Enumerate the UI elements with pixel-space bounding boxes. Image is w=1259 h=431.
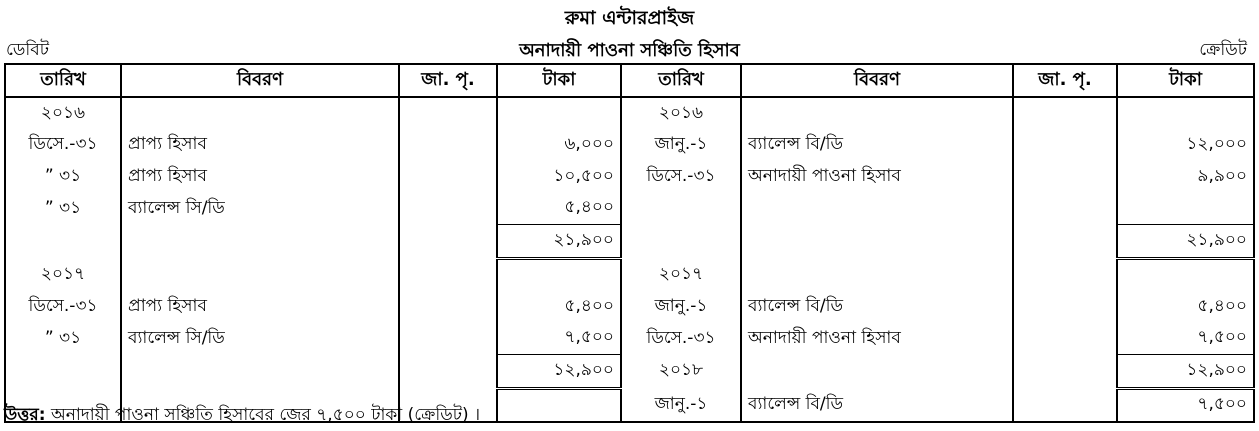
row-amount-left [497,388,621,422]
row-amount-left-text: ৬,০০০ [564,134,614,155]
table-row [5,161,1254,193]
row-date-right-text: ২০১৬ [658,102,704,123]
row-particulars-right [741,161,1013,193]
row-amount-left-text: ১২,৯০০ [553,359,614,380]
row-particulars-right-text: ব্যালেন্স বি/ডি [748,393,844,414]
col-amount-left: টাকা [497,64,621,97]
row-amount-left-text: ৫,৪০০ [564,197,614,218]
row-jf-right [1013,193,1117,225]
row-particulars-right-text: ব্যালেন্স বি/ডি [748,134,844,155]
row-jf-left [399,130,497,162]
row-amount-right-text: ১২,৯০০ [1186,359,1247,380]
row-particulars-left [121,130,399,162]
row-amount-left-text: ৫,৪০০ [564,295,614,316]
debit-label: ডেবিট [6,40,49,60]
row-date-left [5,323,121,355]
row-particulars-right [741,388,1013,422]
row-particulars-right [741,193,1013,225]
row-date-left-text: ২০১৭ [40,263,86,284]
row-jf-right [1013,323,1117,355]
row-jf-right [1013,258,1117,291]
row-amount-right [1117,323,1254,355]
row-jf-right [1013,161,1117,193]
row-date-right [621,97,741,130]
col-jf-left: জা. পৃ. [399,64,497,97]
row-date-right-text: জানু.-১ [654,393,708,414]
row-particulars-left-text: প্রাপ্য হিসাব [128,165,207,186]
row-date-left [5,291,121,323]
row-amount-left [497,130,621,162]
row-particulars-left-text: ব্যালেন্স সি/ডি [128,197,225,218]
row-date-right [621,323,741,355]
row-particulars-left [121,291,399,323]
row-jf-left [399,355,497,389]
row-date-right-text: ডিসে.-৩১ [646,165,716,186]
row-date-left-text: ” ৩১ [44,327,82,348]
row-particulars-right [741,323,1013,355]
col-date-left: তারিখ [5,64,121,97]
answer-line [4,402,480,430]
row-date-right [621,291,741,323]
row-particulars-left [121,258,399,291]
row-amount-right [1117,225,1254,259]
col-amount-right: টাকা [1117,64,1254,97]
answer-text: অনাদায়ী পাওনা সঞ্চিতি হিসাবের জের ৭,৫০০ টাকা (ক্রেডিট) । [45,405,481,425]
row-date-left [5,130,121,162]
row-jf-right [1013,355,1117,389]
row-date-right-text: ২০১৮ [658,360,704,381]
row-amount-right [1117,291,1254,323]
row-jf-left [399,291,497,323]
row-amount-left [497,97,621,130]
row-particulars-left-text: প্রাপ্য হিসাব [128,134,207,155]
row-amount-left [497,193,621,225]
col-date-right: তারিখ [621,64,741,97]
row-amount-right [1117,97,1254,130]
row-amount-right [1117,355,1254,389]
row-amount-left-text: ১০,৫০০ [553,165,614,186]
row-jf-left [399,97,497,130]
ledger-table [4,63,1255,423]
table-row [5,258,1254,291]
row-amount-right [1117,161,1254,193]
row-jf-left [399,193,497,225]
row-particulars-right-text: অনাদায়ী পাওনা হিসাব [748,165,901,186]
row-particulars-right [741,291,1013,323]
row-date-left-text: ২০১৬ [40,102,86,123]
row-particulars-right [741,130,1013,162]
row-particulars-left [121,225,399,259]
row-jf-right [1013,97,1117,130]
row-amount-left [497,355,621,389]
row-amount-left [497,161,621,193]
row-particulars-right [741,355,1013,389]
col-particulars-left: বিবরণ [121,64,399,97]
col-particulars-right: বিবরণ [741,64,1013,97]
row-particulars-right [741,97,1013,130]
row-date-right [621,355,741,389]
row-jf-right [1013,130,1117,162]
ledger-title: অনাদায়ী পাওনা সঞ্চিতি হিসাব [519,40,740,61]
row-date-right-text: ২০১৭ [658,263,704,284]
row-particulars-right-text: অনাদায়ী পাওনা হিসাব [748,327,901,348]
row-particulars-left-text: প্রাপ্য হিসাব [128,295,207,316]
row-amount-right-text: ১২,০০০ [1186,134,1247,155]
row-jf-left [399,258,497,291]
table-row [5,130,1254,162]
row-amount-right-text: ৯,৯০০ [1197,165,1247,186]
row-jf-right [1013,225,1117,259]
table-row [5,291,1254,323]
row-particulars-right [741,258,1013,291]
row-particulars-left [121,161,399,193]
row-date-right [621,388,741,422]
table-row [5,97,1254,130]
row-jf-left [399,161,497,193]
row-jf-right [1013,388,1117,422]
row-date-left [5,355,121,389]
row-date-right [621,130,741,162]
row-date-left [5,193,121,225]
row-amount-left-text: ৭,৫০০ [564,327,614,348]
row-jf-left [399,323,497,355]
row-amount-right-text: ৫,৪০০ [1197,295,1247,316]
row-amount-left [497,291,621,323]
table-row [5,323,1254,355]
row-particulars-right [741,225,1013,259]
header-row [5,64,1254,97]
table-row [5,355,1254,389]
row-date-right-text: জানু.-১ [654,134,708,155]
row-particulars-left [121,355,399,389]
row-amount-right-text: ৭,৫০০ [1197,394,1247,415]
row-date-left-text: ডিসে.-৩১ [28,295,98,316]
row-amount-right [1117,193,1254,225]
row-particulars-right-text: ব্যালেন্স বি/ডি [748,295,844,316]
row-amount-right [1117,388,1254,422]
row-amount-left-text: ২১,৯০০ [553,229,614,250]
row-date-right-text: ডিসে.-৩১ [646,327,716,348]
row-date-left-text: ডিসে.-৩১ [28,134,98,155]
row-date-left [5,225,121,259]
row-amount-left [497,225,621,259]
row-jf-left [399,225,497,259]
row-particulars-left-text: ব্যালেন্স সি/ডি [128,327,225,348]
row-amount-right [1117,258,1254,291]
row-date-right [621,258,741,291]
row-date-left [5,161,121,193]
row-date-right [621,225,741,259]
row-amount-right-text: ৭,৫০০ [1197,327,1247,348]
credit-label: ক্রেডিট [1199,40,1247,60]
row-date-right [621,193,741,225]
table-row [5,225,1254,259]
row-date-left-text: ” ৩১ [44,197,82,218]
row-date-left [5,97,121,130]
row-particulars-left [121,193,399,225]
row-jf-right [1013,291,1117,323]
row-amount-right-text: ২১,৯০০ [1186,229,1247,250]
row-amount-right [1117,130,1254,162]
row-amount-left [497,258,621,291]
answer-label: উত্তর: [4,405,46,425]
row-date-left [5,258,121,291]
row-amount-left [497,323,621,355]
row-particulars-left [121,97,399,130]
row-date-left-text: ” ৩১ [44,165,82,186]
table-row [5,193,1254,225]
col-jf-right: জা. পৃ. [1013,64,1117,97]
row-date-right [621,161,741,193]
company-name: রুমা এন্টারপ্রাইজ [564,7,695,29]
row-date-right-text: জানু.-১ [654,295,708,316]
row-particulars-left [121,323,399,355]
